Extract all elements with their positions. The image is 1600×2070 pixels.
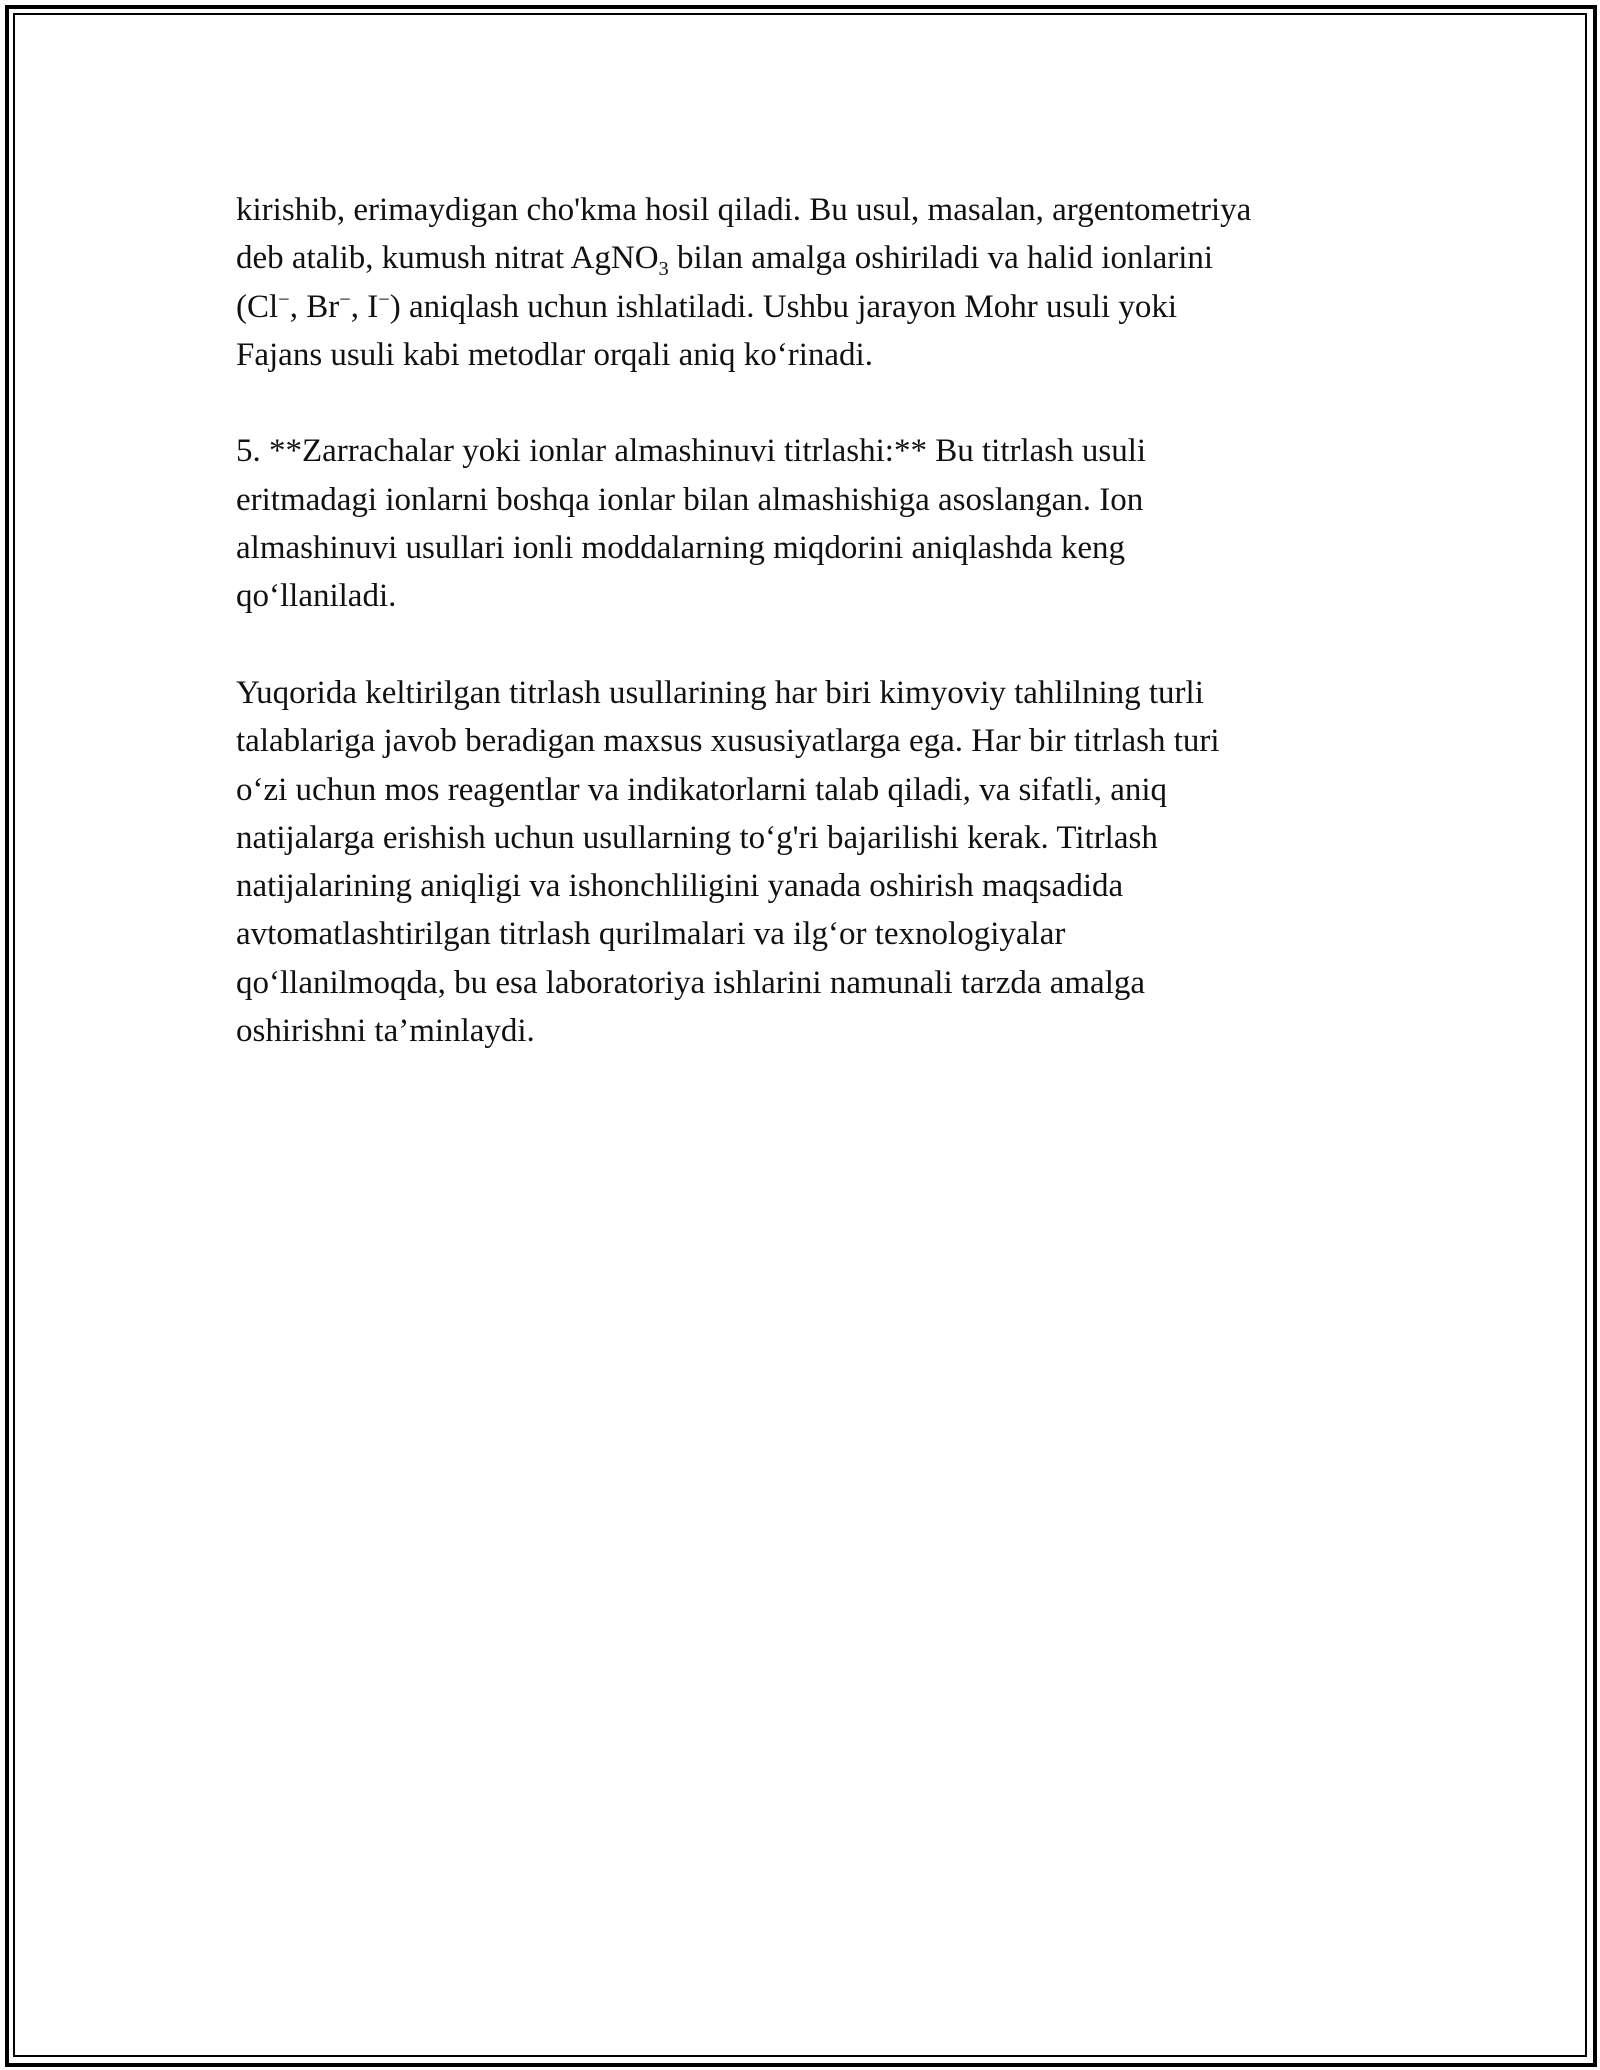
text-line: qo‘llanilmoqda, bu esa laboratoriya ishlarini namunali tarzda amalga — [236, 964, 1146, 1001]
ion-charge-superscript: − — [339, 289, 351, 312]
paragraph-argentometry — [236, 186, 1396, 379]
text-line: Fajans usuli kabi metodlar orqali aniq ko‘rinadi. — [236, 336, 873, 373]
paragraph-conclusion — [236, 669, 1396, 1055]
document-body — [236, 186, 1396, 1104]
text-line: kirishib, erimaydigan cho'kma hosil qiladi. Bu usul, masalan, argentometriya — [236, 192, 1252, 228]
text-segment: ) aniqlash uchun ishlatiladi. Ushbu jarayon Mohr usuli yoki — [389, 288, 1178, 325]
text-line: o‘zi uchun mos reagentlar va indikatorlarni talab qiladi, va sifatli, aniq — [236, 771, 1168, 808]
text-line: natijalarga erishish uchun usullarning to‘g'ri bajarilishi kerak. Titrlash — [236, 819, 1158, 856]
text-line: 5. **Zarrachalar yoki ionlar almashinuvi titrlashi:** Bu titrlash usuli — [236, 433, 1147, 470]
text-segment: bilan amalga oshiriladi va halid ionlarini — [668, 240, 1214, 277]
text-segment: , Br — [289, 288, 340, 325]
text-line: eritmadagi ionlarni boshqa ionlar bilan almashishiga asoslangan. Ion — [236, 481, 1144, 518]
text-line-with-ions — [236, 283, 1396, 331]
text-line: oshirishni ta’minlaydi. — [236, 1013, 535, 1050]
subscript-digit: 3 — [658, 257, 669, 280]
text-line: almashinuvi usullari ionli moddalarning miqdorini aniqlashda keng — [236, 530, 1126, 567]
text-line: avtomatlashtirilgan titrlash qurilmalari va ilg‘or texnologiyalar — [236, 916, 1066, 953]
text-line: Yuqorida keltirilgan titrlash usullarining har biri kimyoviy tahlilning turli — [236, 674, 1204, 711]
text-segment: , I — [350, 288, 379, 325]
text-segment: (Cl — [236, 288, 279, 325]
text-line-with-formula — [236, 234, 1396, 282]
text-line: natijalarining aniqligi va ishonchliligini yanada oshirish maqsadida — [236, 868, 1124, 905]
text-line: talablariga javob beradigan maxsus xususiyatlarga ega. Har bir titrlash turi — [236, 723, 1220, 760]
text-line: qo‘llaniladi. — [236, 578, 397, 615]
text-segment: deb atalib, kumush nitrat AgNO — [236, 240, 659, 277]
paragraph-ion-exchange — [236, 427, 1396, 620]
ion-charge-superscript: − — [378, 289, 390, 312]
ion-charge-superscript: − — [278, 289, 290, 312]
